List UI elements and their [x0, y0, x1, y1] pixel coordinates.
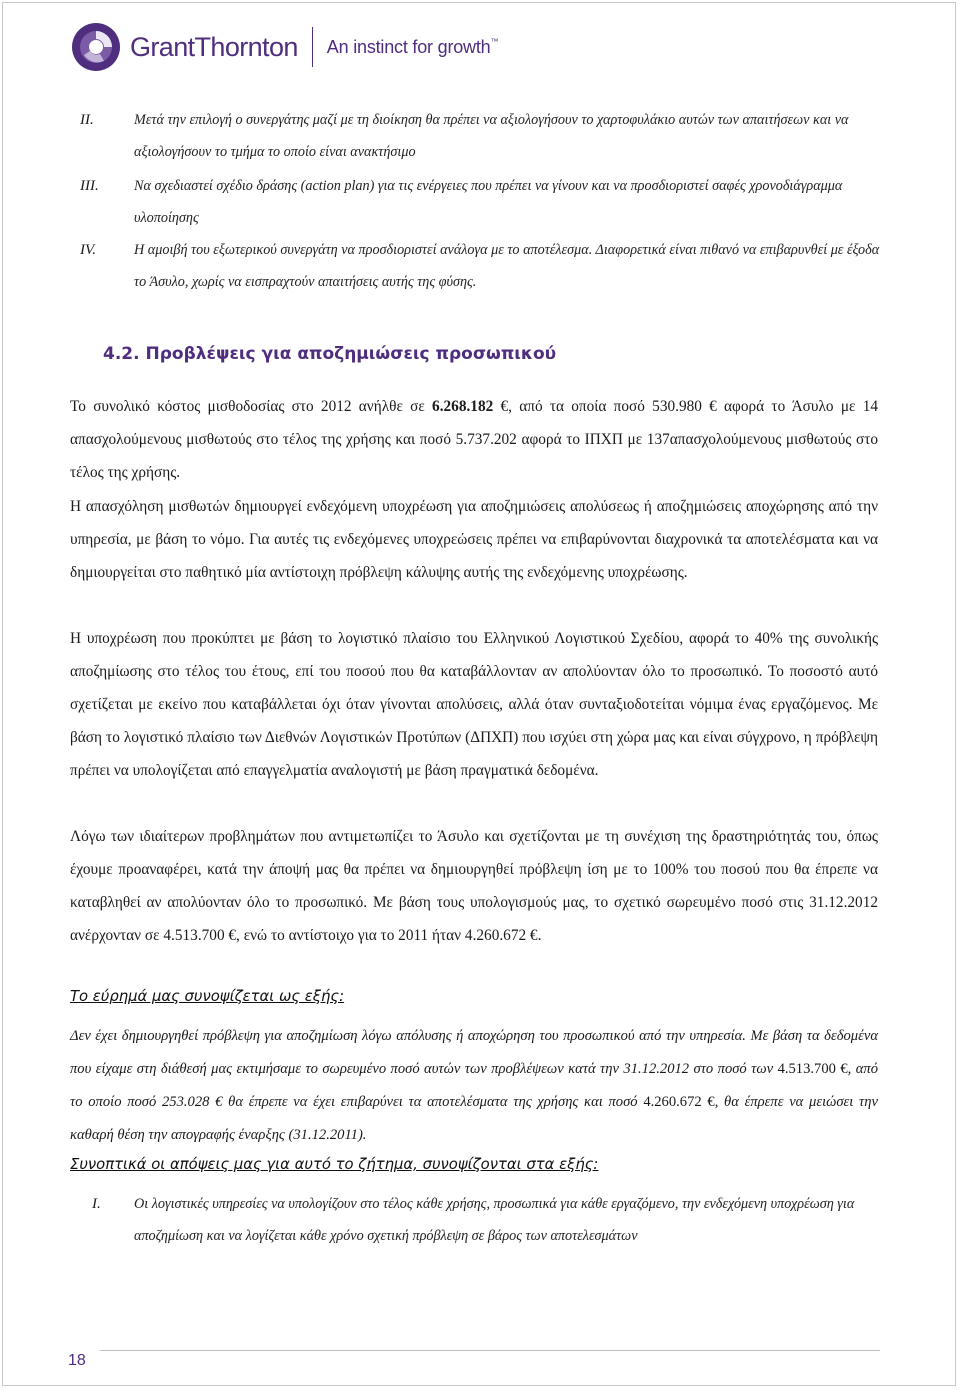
list-item-text: Μετά την επιλογή ο συνεργάτης μαζί με τη διοίκηση θα πρέπει να αξιολογήσουν το χαρτοφυλάκιο αυτών των απαιτήσεων και να αξιολογήσουν το τμήμα το οποίο είναι ανακτήσιμο	[134, 112, 849, 160]
list-item-text: Οι λογιστικές υπηρεσίες να υπολογίζουν στο τέλος κάθε χρήσης, προσωπικά για κάθε εργαζόμενο, την ενδεχόμενη υποχρέωση για αποζημίωση και να λογίζεται κάθε χρόνο σχετική πρόβλεψη σε βάρος των αποτελεσμάτων	[134, 1196, 855, 1244]
section-heading: 4.2. Προβλέψεις για αποζημιώσεις προσωπικού	[103, 344, 557, 364]
grant-thornton-logo	[70, 20, 498, 74]
logo-separator	[312, 27, 313, 67]
logo-tagline: An instinct for growth™	[326, 36, 499, 57]
logo-brand-name: GrantThornton	[130, 31, 298, 62]
list-item-number: II.	[80, 112, 94, 128]
list-item	[70, 170, 880, 234]
opinions-heading: Συνοπτικά οι απόψεις μας για αυτό το ζήτημα, συνοψίζονται στα εξής:	[70, 1156, 599, 1173]
paragraph-payroll-cost: Το συνολικό κόστος μισθοδοσίας στο 2012 ανήλθε σε 6.268.182 €, από τα οποία ποσό 530.980 € αφορά το Άσυλο με 14 απασχολούμενους μισθωτούς στο τέλος της χρήσης και ποσό 5.737.202 αφορά το ΙΠΧΠ με 137απασχολούμενους μισθωτούς στο τέλος της χρήσης.	[70, 398, 878, 481]
list-item-number: IV.	[80, 242, 96, 258]
list-item-text: Η αμοιβή του εξωτερικού συνεργάτη να προσδιοριστεί ανάλογα με το αποτέλεσμα. Διαφορετικά είναι πιθανό να επιβαρυνθεί με έξοδα το Άσυλο, χωρίς να εισπραχτούν απαιτήσεις αυτής της φύσης.	[134, 242, 880, 290]
list-item	[70, 1188, 880, 1252]
list-item	[70, 104, 880, 168]
footer-divider	[100, 1350, 880, 1351]
list-item-number: III.	[80, 178, 99, 194]
list-item	[70, 234, 880, 298]
page-number: 18	[68, 1352, 86, 1369]
list-item-number: I.	[92, 1196, 101, 1212]
grant-thornton-swirl-icon	[70, 21, 122, 73]
findings-heading: Το εύρημά μας συνοψίζεται ως εξής:	[70, 988, 345, 1005]
paragraph-accounting-framework: Η υποχρέωση που προκύπτει με βάση το λογιστικό πλαίσιο του Ελληνικού Λογιστικού Σχεδίου, αφορά το 40% της συνολικής αποζημίωσης στο τέλος του έτους, επί του ποσού που θα καταβάλλονταν αν απολύονταν όλο το προσωπικό. Το ποσοστό αυτό σχετίζεται με εκείνο που καταβάλλεται όχι όταν γίνονται απολύσεις, αλλά όταν συνταξιοδοτείται νόμιμα ένας εργαζόμενος. Με βάση το λογιστικό πλαίσιο των Διεθνών Λογιστικών Προτύπων (ΔΠΧΠ) που ισχύει στη χώρα μας και είναι σύγχρονο, η πρόβλεψη πρέπει να υπολογίζεται από επαγγελματία αναλογιστή με βάση πραγματικά δεδομένα.	[70, 630, 878, 779]
findings-text: Δεν έχει δημιουργηθεί πρόβλεψη για αποζημίωση λόγω απόλυσης ή αποχώρηση του προσωπικού από την υπηρεσία. Με βάση τα δεδομένα που είχαμε στη διάθεσή μας εκτιμήσαμε το σωρευμένο ποσό αυτών των προβλέψεων κατά την 31.12.2012 στο ποσό των 4.513.700 €, από το οποίο ποσό 253.028 € θα έπρεπε να έχει επιβαρύνει τα αποτελέσματα της χρήσης και ποσό 4.260.672 €, θα έπρεπε να μειώσει την καθαρή θέση την απογραφής έναρξης (31.12.2011).	[70, 1028, 879, 1143]
paragraph-employment-obligation: Η απασχόληση μισθωτών δημιουργεί ενδεχόμενη υποχρέωση για αποζημιώσεις απολύσεως ή αποζημιώσεις αποχώρησης από την υπηρεσία, με βάση το νόμο. Για αυτές τις ενδεχόμενες υποχρεώσεις πρέπει να επιβαρύνονται διαχρονικά τα αποτελέσματα και να δημιουργείται στο παθητικό μία αντίστοιχη πρόβλεψη κάλυψης αυτής της ενδεχόμενης υποχρέωσης.	[70, 498, 878, 581]
list-item-text: Να σχεδιαστεί σχέδιο δράσης (action plan) για τις ενέργειες που πρέπει να γίνουν και να προσδιοριστεί σαφές χρονοδιάγραμμα υλοποίησης	[134, 178, 843, 226]
paragraph-provision-calculation: Λόγω των ιδιαίτερων προβλημάτων που αντιμετωπίζει το Άσυλο και σχετίζονται με τη συνέχιση της δραστηριότητάς του, όπως έχουμε προαναφέρει, κατά την άποψή μας θα πρέπει να δημιουργηθεί πρόβλεψη ίση με το 100% του ποσού που θα έπρεπε να καταβληθεί αν απολύονταν όλο το προσωπικό. Με βάση τους υπολογισμούς μας, το σχετικό σωρευμένο ποσό στις 31.12.2012 ανέρχονταν σε 4.513.700 €, ενώ το αντίστοιχο για το 2011 ήταν 4.260.672 €.	[70, 828, 878, 944]
